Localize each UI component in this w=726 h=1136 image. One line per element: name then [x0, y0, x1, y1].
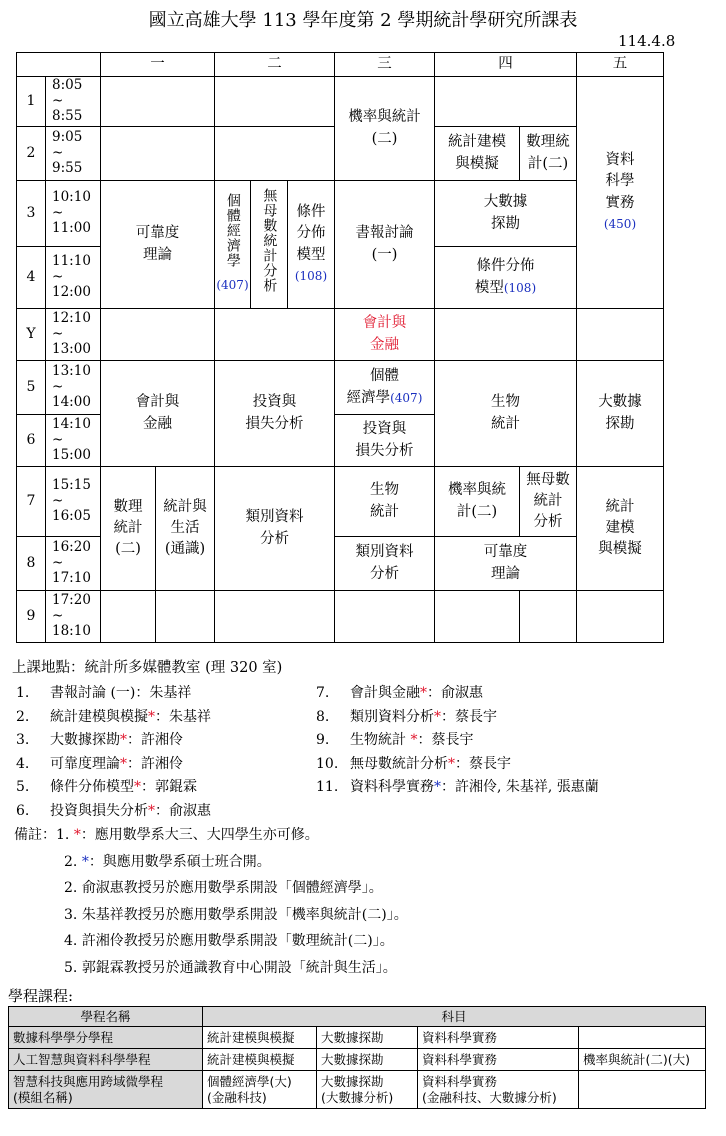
empty-cell — [335, 591, 435, 643]
course-cell: 無母數統計分析 — [251, 181, 288, 309]
list-item: 10. 無母數統計分析*：蔡長宇 — [316, 755, 511, 772]
list-item: 9. 生物統計 *：蔡長宇 — [316, 732, 474, 748]
course-cell: 機率與統計 (二) — [335, 77, 435, 181]
period-number: Y — [17, 309, 46, 361]
table-cell: 資料科學實務 — [418, 1049, 579, 1071]
empty-cell — [215, 591, 335, 643]
course-cell: 書報討論 (一) — [335, 181, 435, 309]
course-cell: 條件 分佈 模型 (108) — [288, 181, 335, 309]
list-item: 6. 投資與損失分析*：俞淑惠 — [16, 802, 211, 819]
empty-cell — [520, 591, 577, 643]
period-number: 6 — [17, 415, 46, 467]
course-cell: 個體經濟學 (407) — [215, 181, 251, 309]
period-time: 8:05 ~ 8:55 — [46, 77, 101, 127]
header-row — [17, 53, 664, 77]
day-header: 一 — [101, 53, 215, 77]
course-cell: 統計與 生活 (通識) — [156, 467, 215, 591]
period-time: 10:10 ~ 11:00 — [46, 181, 101, 247]
note-item: 備註：1. *：應用數學系大三、大四學生亦可修。 — [14, 827, 319, 843]
course-cell: 類別資料 分析 — [215, 467, 335, 591]
course-cell: 統計建模 與模擬 — [435, 127, 520, 181]
period-time: 11:10 ~ 12:00 — [46, 247, 101, 309]
note-item: 4. 許湘伶教授另於應用數學系開設「數理統計(二)」。 — [64, 933, 394, 949]
period-number: 5 — [17, 361, 46, 415]
course-cell: 數理統 計(二) — [520, 127, 577, 181]
column-header: 學程名稱 — [9, 1007, 203, 1027]
list-item: 1. 書報討論 (一)：朱基祥 — [16, 685, 192, 701]
table-cell — [579, 1071, 706, 1109]
table-cell: 機率與統計(二)(大) — [579, 1049, 706, 1071]
program-name: 人工智慧與資料科學學程 — [9, 1049, 203, 1071]
day-header: 三 — [335, 53, 435, 77]
table-cell: 大數據探勘 — [317, 1027, 418, 1049]
course-cell: 個體 經濟學(407) — [335, 361, 435, 415]
empty-cell — [101, 591, 156, 643]
empty-cell — [435, 309, 577, 361]
period-number: 2 — [17, 127, 46, 181]
empty-cell — [577, 309, 664, 361]
course-list-left — [16, 682, 211, 823]
course-cell: 條件分佈 模型(108) — [435, 247, 577, 309]
course-cell: 可靠度 理論 — [101, 181, 215, 309]
day-header: 二 — [215, 53, 335, 77]
period-time: 9:05 ~ 9:55 — [46, 127, 101, 181]
period-time: 13:10 ~ 14:00 — [46, 361, 101, 415]
list-item: 11. 資料科學實務*：許湘伶, 朱基祥, 張惠蘭 — [316, 779, 599, 795]
notes-section — [14, 824, 408, 983]
period-number: 9 — [17, 591, 46, 643]
table-cell — [579, 1027, 706, 1049]
empty-cell — [101, 127, 215, 181]
table-cell: 大數據探勘 (大數據分析) — [317, 1071, 418, 1109]
period-number: 8 — [17, 537, 46, 591]
note-item: 2. 俞淑惠教授另於應用數學系開設「個體經濟學」。 — [64, 880, 383, 896]
empty-cell — [101, 309, 215, 361]
course-cell: 無母數 統計 分析 — [520, 467, 577, 537]
day-header: 四 — [435, 53, 577, 77]
corner-cell — [17, 53, 101, 77]
list-item: 7. 會計與金融*：俞淑惠 — [316, 685, 483, 701]
empty-cell — [435, 591, 520, 643]
list-item: 8. 類別資料分析*：蔡長宇 — [316, 708, 497, 725]
course-cell: 類別資料 分析 — [335, 537, 435, 591]
course-cell: 可靠度 理論 — [435, 537, 577, 591]
note-item: 2. *：與應用數學系碩士班合開。 — [64, 853, 271, 870]
course-cell: 投資與 損失分析 — [215, 361, 335, 467]
course-cell: 數理 統計 (二) — [101, 467, 156, 591]
table-row — [9, 1071, 706, 1109]
list-item: 5. 條件分佈模型*：郭錕霖 — [16, 779, 197, 795]
program-title: 學程課程: — [8, 987, 74, 1005]
note-item: 3. 朱基祥教授另於應用數學系開設「機率與統計(二)」。 — [64, 906, 408, 923]
day-header: 五 — [577, 53, 664, 77]
period-number: 4 — [17, 247, 46, 309]
class-location: 上課地點：統計所多媒體教室 (理 320 室) — [12, 660, 283, 676]
course-list-right — [316, 682, 599, 800]
course-cell: 會計與 金融 — [335, 309, 435, 361]
empty-cell — [215, 309, 335, 361]
period-time: 12:10 ~ 13:00 — [46, 309, 101, 361]
schedule-table — [16, 52, 664, 643]
table-cell: 個體經濟學(大) (金融科技) — [203, 1071, 317, 1109]
empty-cell — [215, 127, 335, 181]
course-cell: 大數據 探勘 — [577, 361, 664, 467]
table-cell: 大數據探勘 — [317, 1049, 418, 1071]
empty-cell — [101, 77, 215, 127]
table-cell: 資料科學實務 — [418, 1027, 579, 1049]
period-number: 3 — [17, 181, 46, 247]
empty-cell — [215, 77, 335, 127]
table-cell: 統計建模與模擬 — [203, 1027, 317, 1049]
list-item: 3. 大數據探勘*：許湘伶 — [16, 732, 183, 748]
period-time: 14:10 ~ 15:00 — [46, 415, 101, 467]
table-row — [9, 1027, 706, 1049]
empty-cell — [156, 591, 215, 643]
course-cell: 資料 科學 實務 (450) — [577, 77, 664, 309]
period-number: 1 — [17, 77, 46, 127]
empty-cell — [577, 591, 664, 643]
table-cell: 統計建模與模擬 — [203, 1049, 317, 1071]
program-table — [8, 1006, 706, 1109]
table-row — [9, 1049, 706, 1071]
empty-cell — [435, 77, 577, 127]
course-cell: 生物 統計 — [335, 467, 435, 537]
table-cell: 資料科學實務 (金融科技、大數據分析) — [418, 1071, 579, 1109]
program-name: 智慧科技與應用跨域微學程 (模組名稱) — [9, 1071, 203, 1109]
course-cell: 大數據 探勘 — [435, 181, 577, 247]
period-number: 7 — [17, 467, 46, 537]
page-title: 國立高雄大學 113 學年度第 2 學期統計學研究所課表 — [148, 10, 578, 31]
revision-date: 114.4.8 — [618, 32, 676, 50]
list-item: 4. 可靠度理論*：許湘伶 — [16, 755, 183, 772]
note-item: 5. 郭錕霖教授另於通識教育中心開設「統計與生活」。 — [64, 959, 397, 976]
course-cell: 投資與 損失分析 — [335, 415, 435, 467]
course-cell: 會計與 金融 — [101, 361, 215, 467]
course-cell: 生物 統計 — [435, 361, 577, 467]
table-header — [9, 1007, 706, 1027]
period-time: 16:20 ~ 17:10 — [46, 537, 101, 591]
period-time: 17:20 ~ 18:10 — [46, 591, 101, 643]
course-cell: 統計 建模 與模擬 — [577, 467, 664, 591]
program-name: 數據科學學分學程 — [9, 1027, 203, 1049]
list-item: 2. 統計建模與模擬*：朱基祥 — [16, 708, 211, 725]
course-cell: 機率與統 計(二) — [435, 467, 520, 537]
column-header: 科目 — [203, 1007, 706, 1027]
period-time: 15:15 ~ 16:05 — [46, 467, 101, 537]
